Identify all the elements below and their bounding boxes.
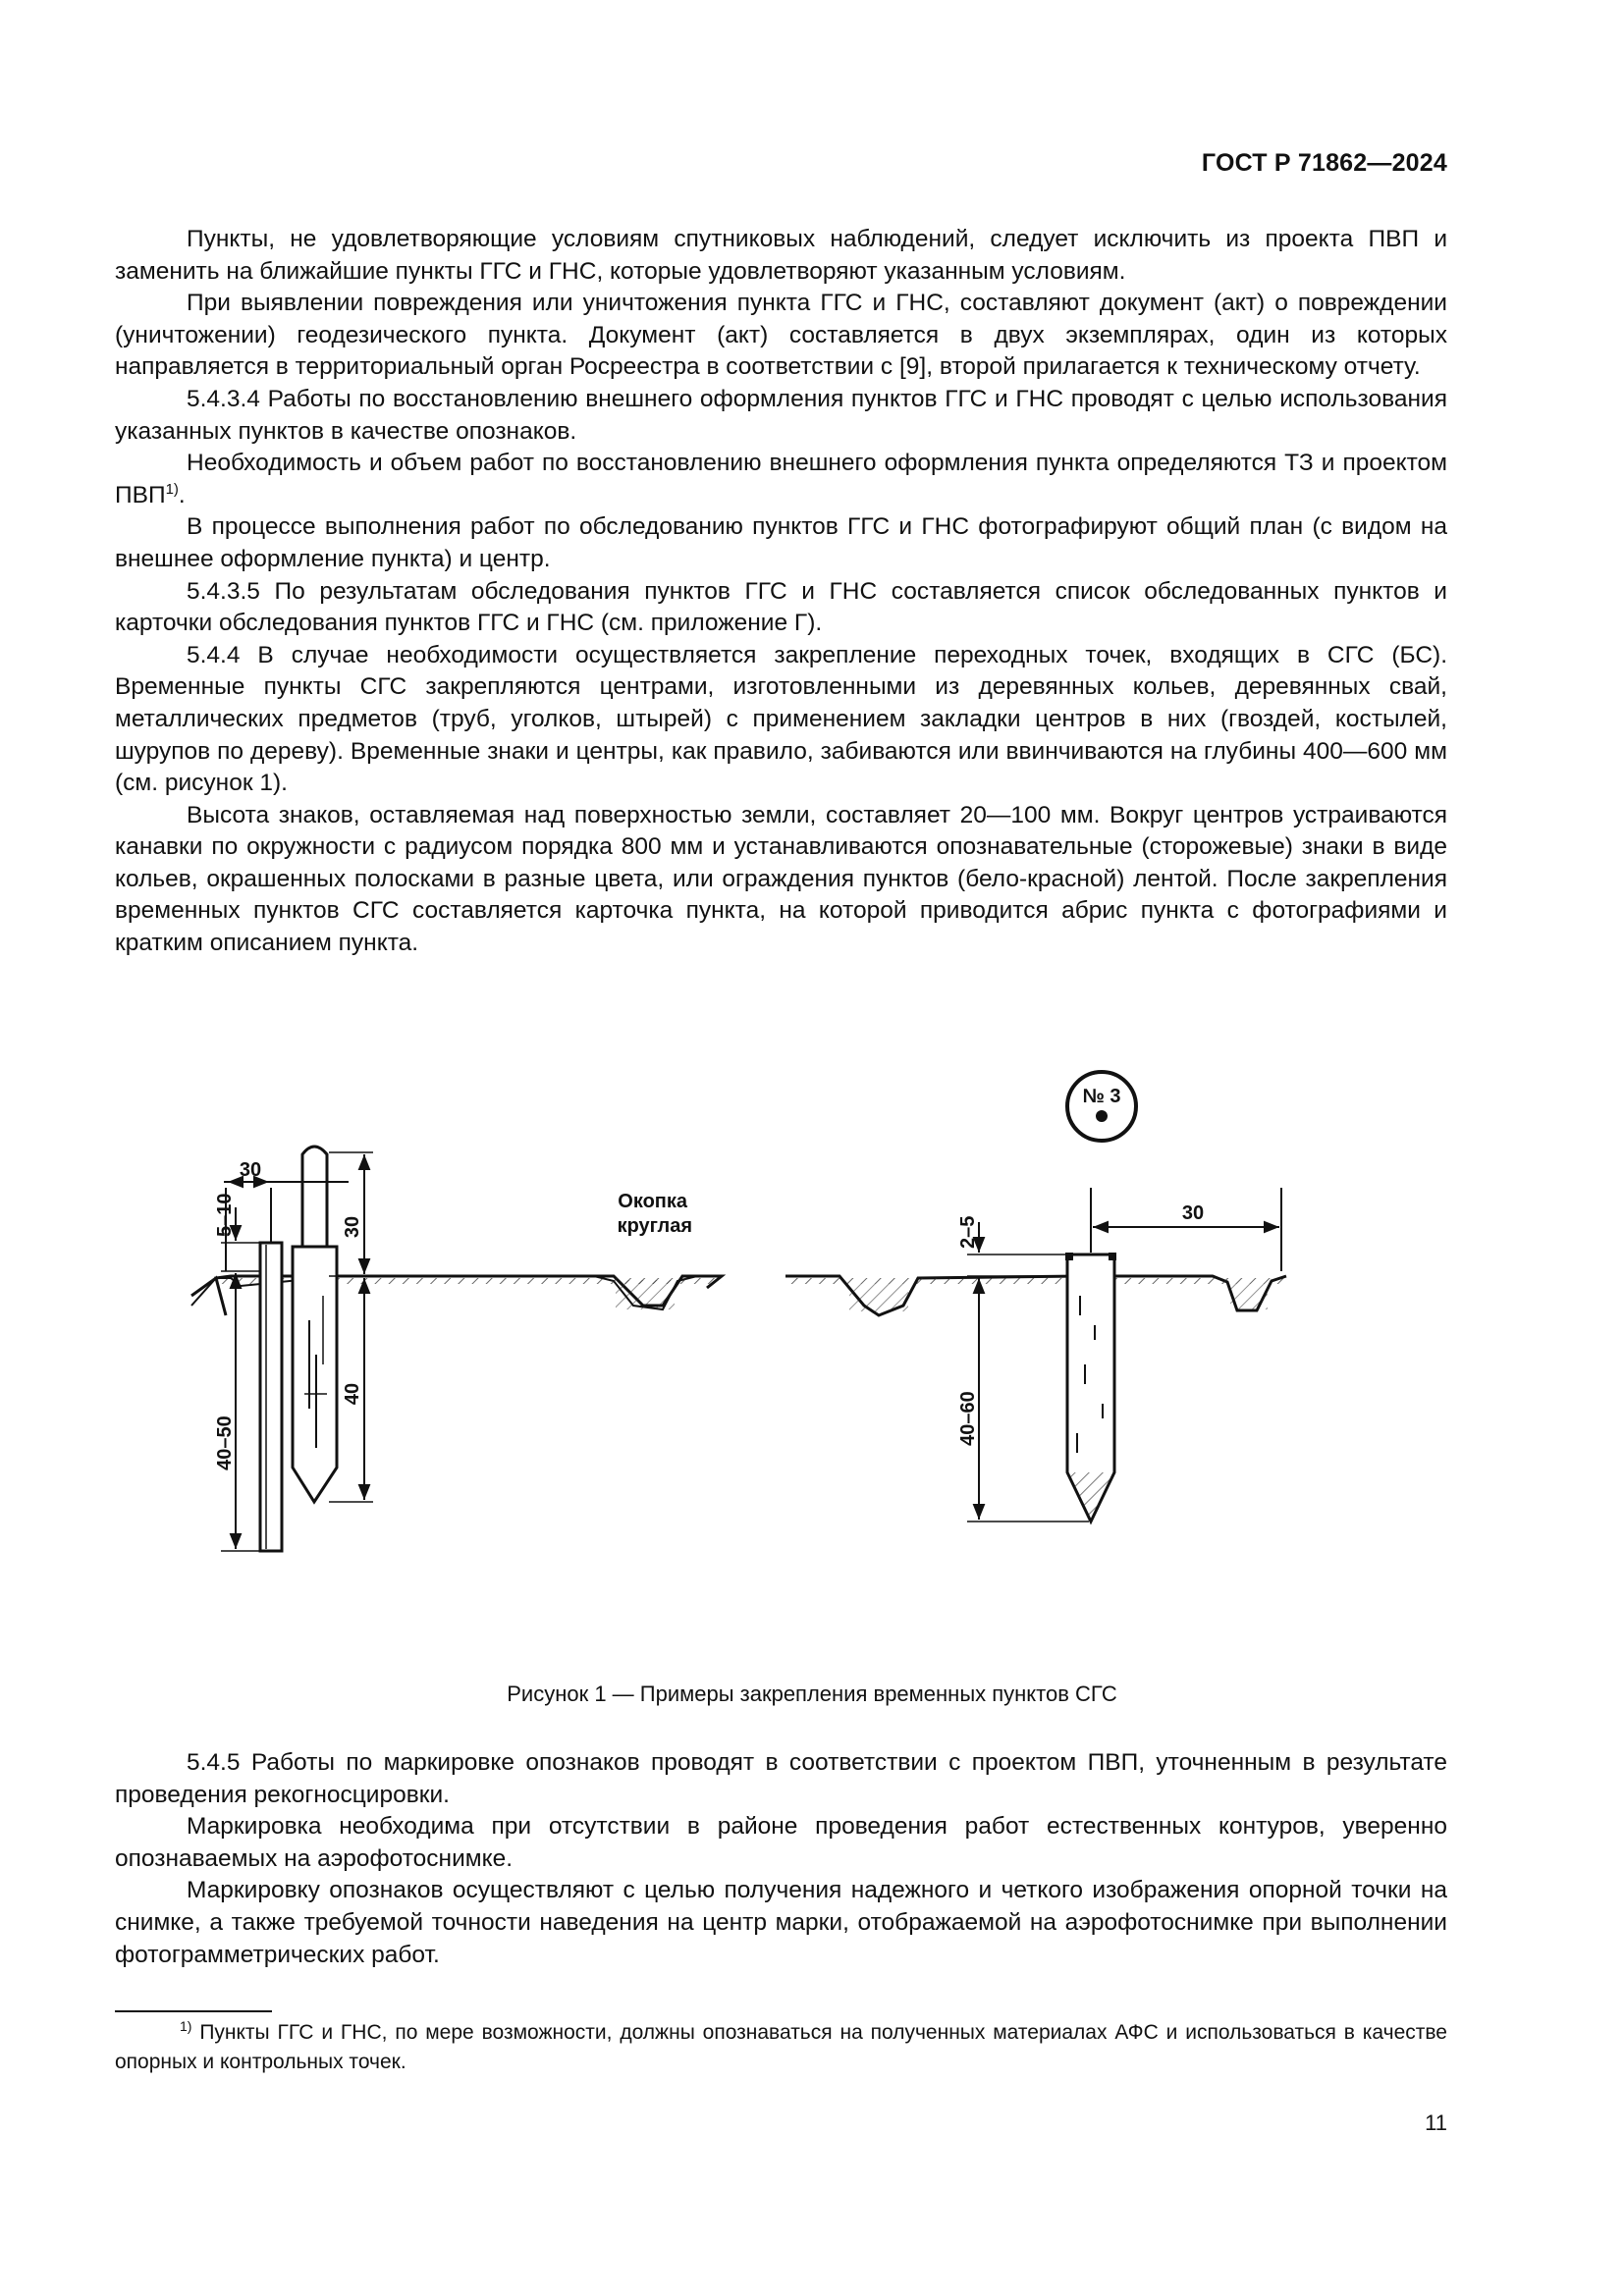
wooden-stake (293, 1147, 337, 1502)
wooden-pile (1065, 1253, 1116, 1522)
marker-circle (1067, 1072, 1136, 1141)
main-text-top (115, 224, 1447, 960)
trench-label: круглая (617, 1215, 692, 1237)
paragraph-with-footnote (115, 448, 1447, 511)
paragraph-end: . (178, 481, 186, 508)
paragraph: 5.4.4 В случае необходимости осуществляется закрепление переходных точек, входящих в СГС (БС). Временные пункты СГС закрепляются центрами, изготовленными из деревянных кольев, деревянных свай, металлических предметов (труб, уголков, штырей) с применением закладки центров в них (гвоздей, костылей, шурупов по дереву). Временные знаки и центры, как правило, забиваются или ввинчиваются на глубины 400—600 мм (см. рисунок 1). (115, 641, 1447, 797)
paragraph-text: Необходимость и объем работ по восстановлению внешнего оформления пункта определяются ТЗ и проектом ПВП (115, 450, 1447, 508)
dim-label: 40 (342, 1382, 363, 1406)
dim-label: 30 (342, 1215, 363, 1239)
paragraph: Маркировка необходима при отсутствии в районе проведения работ естественных контуров, уверенно опознаваемых на аэрофотоснимке. (115, 1813, 1447, 1872)
footnote-reference[interactable]: 1) (165, 480, 179, 498)
paragraph: В процессе выполнения работ по обследованию пунктов ГГС и ГНС фотографируют общий план (с видом на внешнее оформление пункта) и центр. (115, 513, 1447, 572)
figure-drawing (172, 1070, 1448, 1649)
footnote-mark: 1) (180, 2018, 192, 2034)
figure-1 (172, 1070, 1448, 1649)
marker-number: № 3 (1082, 1086, 1121, 1107)
paragraph: Пункты, не удовлетворяющие условиям спутниковых наблюдений, следует исключить из проекта ПВП и заменить на ближайшие пункты ГГС и ГНС, которые удовлетворяют указанным условиям. (115, 226, 1447, 285)
paragraph: Высота знаков, оставляемая над поверхностью земли, составляет 20—100 мм. Вокруг центров устраиваются канавки по окружности с радиусом порядка 800 мм и устанавливаются опознавательные (сторожевые) знаки в виде кольев, окрашенных полосками в разные цвета, или ограждения пунктов (бело-красной) лентой. После закрепления временных пунктов СГС составляется карточка пункта, на которой приводится абрис пункта с фотографиями и кратким описанием пункта. (115, 801, 1447, 957)
dim-label: 5–10 (214, 1193, 236, 1237)
footnote-text: Пункты ГГС и ГНС, по мере возможности, должны опознаваться на полученных материалах АФС и использоваться в качестве опорных и контрольных точек. (115, 2021, 1447, 2073)
trench-label: Окопка (618, 1191, 687, 1212)
pipe-marker (260, 1243, 282, 1551)
document-code: ГОСТ Р 71862—2024 (1201, 149, 1447, 177)
paragraph: 5.4.3.4 Работы по восстановлению внешнего оформления пунктов ГГС и ГНС проводят с целью использования указанных пунктов в качестве опознаков. (115, 385, 1447, 445)
paragraph: 5.4.3.5 По результатам обследования пунктов ГГС и ГНС составляется список обследованных пунктов и карточки обследования пунктов ГГС и ГНС (см. приложение Г). (115, 577, 1447, 637)
paragraph: 5.4.5 Работы по маркировке опознаков проводят в соответствии с проектом ПВП, уточненным в результате проведения рекогносцировки. (115, 1749, 1447, 1808)
footnote-divider (115, 2010, 272, 2012)
main-text-bottom (115, 1747, 1447, 1971)
right-ground (785, 1276, 1286, 1315)
dim-label: 30 (239, 1159, 262, 1181)
paragraph: Маркировку опознаков осуществляют с целью получения надежного и четкого изображения опорной точки на снимке, а также требуемой точности наведения на центр марки, отображаемой на аэрофотоснимке при выполнении фотограмметрических работ. (115, 1877, 1447, 1968)
dim-label: 40–50 (214, 1415, 236, 1470)
dim-label: 40–60 (957, 1391, 979, 1446)
paragraph: При выявлении повреждения или уничтожения пункта ГГС и ГНС, составляют документ (акт) о повреждении (уничтожении) геодезического пункта. Документ (акт) составляется в двух экземплярах, один из которых направляется в территориальный орган Росреестра в соответствии с [9], второй прилагается к техническому отчету. (115, 290, 1447, 381)
dim-label: 30 (1181, 1202, 1205, 1224)
figure-caption: Рисунок 1 — Примеры закрепления временных пунктов СГС (507, 1682, 1117, 1706)
page-number: 11 (1425, 2110, 1447, 2135)
right-dimensions (957, 1188, 1281, 1522)
dim-label: 2–5 (957, 1215, 979, 1249)
footnote (115, 2018, 1447, 2077)
